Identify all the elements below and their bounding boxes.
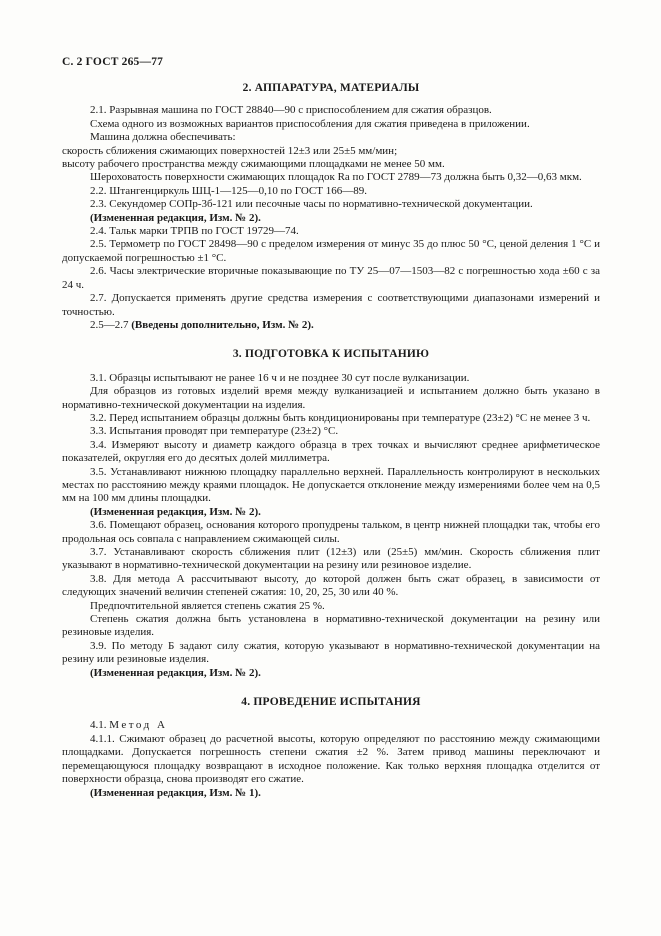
paragraph: Шероховатость поверхности сжимающих площадок Ra по ГОСТ 2789—73 должна быть 0,32—0,63 мкм. [90,171,582,184]
paragraph: 3.6. Помещают образец, основания которого пропудрены тальком, в центр нижней площадки так, чтобы его продольная ось совпала с направлением сжимающей силы. [62,519,600,545]
paragraph-range: 2.5—2.7 [90,318,129,331]
section-4-title: 4. ПРОВЕДЕНИЕ ИСПЫТАНИЯ [241,696,421,709]
section-3-title: 3. ПОДГОТОВКА К ИСПЫТАНИЮ [232,348,430,361]
paragraph: скорость сближения сжимающих поверхностей 12±3 или 25±5 мм/мин; [62,144,398,157]
document-body [62,82,600,800]
amendment-line [62,319,600,332]
paragraph: 2.5. Термометр по ГОСТ 28498—90 с пределом измерения от минус 35 до плюс 50 °С, ценой деления 1 °С и допускаемой погрешностью ±1 °С. [62,238,600,264]
method-name: Метод А [109,719,168,732]
subsection-heading [62,719,600,732]
paragraph: 3.4. Измеряют высоту и диаметр каждого образца в трех точках и вычисляют среднее арифметическое показателей, округляя его до десятых долей миллиметра. [62,438,600,465]
paragraph: 3.2. Перед испытанием образцы должны быть кондиционированы при температуре (23±2) °С не менее 3 ч. [90,411,591,424]
paragraph: 4.1.1. Сжимают образец до расчетной высоты, которую определяют по расстоянию между сжимающими площадками. Допускается погрешность степени сжатия ±2 %. Затем привод машины переключают и перемещающуюся площадку возвращают в исходное положение. Как только верхняя площадка отделится от поверхности образца, снова производят его сжатие. [62,732,600,786]
amendment-note: (Измененная редакция, Изм. № 2). [90,505,261,518]
paragraph: 3.9. По методу Б задают силу сжатия, которую указывают в нормативно-технической документации на резину или резиновые изделия. [62,639,600,666]
paragraph: 3.1. Образцы испытывают не ранее 16 ч и не позднее 30 сут после вулканизации. [90,371,470,384]
paragraph: Машина должна обеспечивать: [90,131,236,144]
amendment-note: (Измененная редакция, Изм. № 2). [90,666,261,679]
paragraph: 3.5. Устанавливают нижнюю площадку параллельно верхней. Параллельность контролируют в нескольких местах по расстоянию между краями площадок. Не допускается отклонение между измерениями более чем на 0,5 мм на 100 мм длины площадки. [62,465,600,505]
page-header: С. 2 ГОСТ 265—77 [62,56,164,68]
paragraph: 2.7. Допускается применять другие средства измерения с соответствующими диапазонами измерений и точностью. [62,292,600,318]
paragraph: 2.3. Секундомер СОПр-3б-121 или песочные часы по нормативно-технической документации. [90,198,533,211]
paragraph: Предпочтительной является степень сжатия 25 %. [90,599,325,612]
paragraph: 3.7. Устанавливают скорость сближения плит (12±3) или (25±5) мм/мин. Скорость сближения плит указывают в нормативно-технической документации на резину или резиновое изделие. [62,546,600,572]
paragraph: высоту рабочего пространства между сжимающими площадками не менее 50 мм. [62,158,445,171]
paragraph: 2.6. Часы электрические вторичные показывающие по ТУ 25—07—1503—82 с погрешностью хода ±60 с за 24 ч. [62,265,600,291]
paragraph: 3.3. Испытания проводят при температуре (23±2) °С. [90,425,339,438]
subsection-number: 4.1. [90,719,107,732]
paragraph: 2.2. Штангенциркуль ШЦ-1—125—0,10 по ГОСТ 166—89. [90,184,367,197]
amendment-note: (Введены дополнительно, Изм. № 2). [131,318,314,331]
paragraph: 2.1. Разрывная машина по ГОСТ 28840—90 с приспособлением для сжатия образцов. [90,104,492,117]
paragraph: 3.8. Для метода А рассчитывают высоту, до которой должен быть сжат образец, в зависимости от следующих значений величин степеней сжатия: 10, 20, 25, 30 или 40 %. [62,572,600,599]
section-2-title: 2. АППАРАТУРА, МАТЕРИАЛЫ [242,82,420,94]
paragraph: Степень сжатия должна быть установлена в нормативно-технической документации на резину или резиновые изделия. [62,613,600,639]
amendment-note: (Измененная редакция, Изм. № 1). [90,786,261,799]
paragraph: Схема одного из возможных вариантов приспособления для сжатия приведена в приложении. [90,117,530,130]
paragraph: 2.4. Тальк марки ТРПВ по ГОСТ 19729—74. [90,225,299,238]
amendment-note: (Измененная редакция, Изм. № 2). [90,211,261,224]
paragraph: Для образцов из готовых изделий время между вулканизацией и испытанием должно быть указано в нормативно-технической документации на изделия. [62,385,600,411]
